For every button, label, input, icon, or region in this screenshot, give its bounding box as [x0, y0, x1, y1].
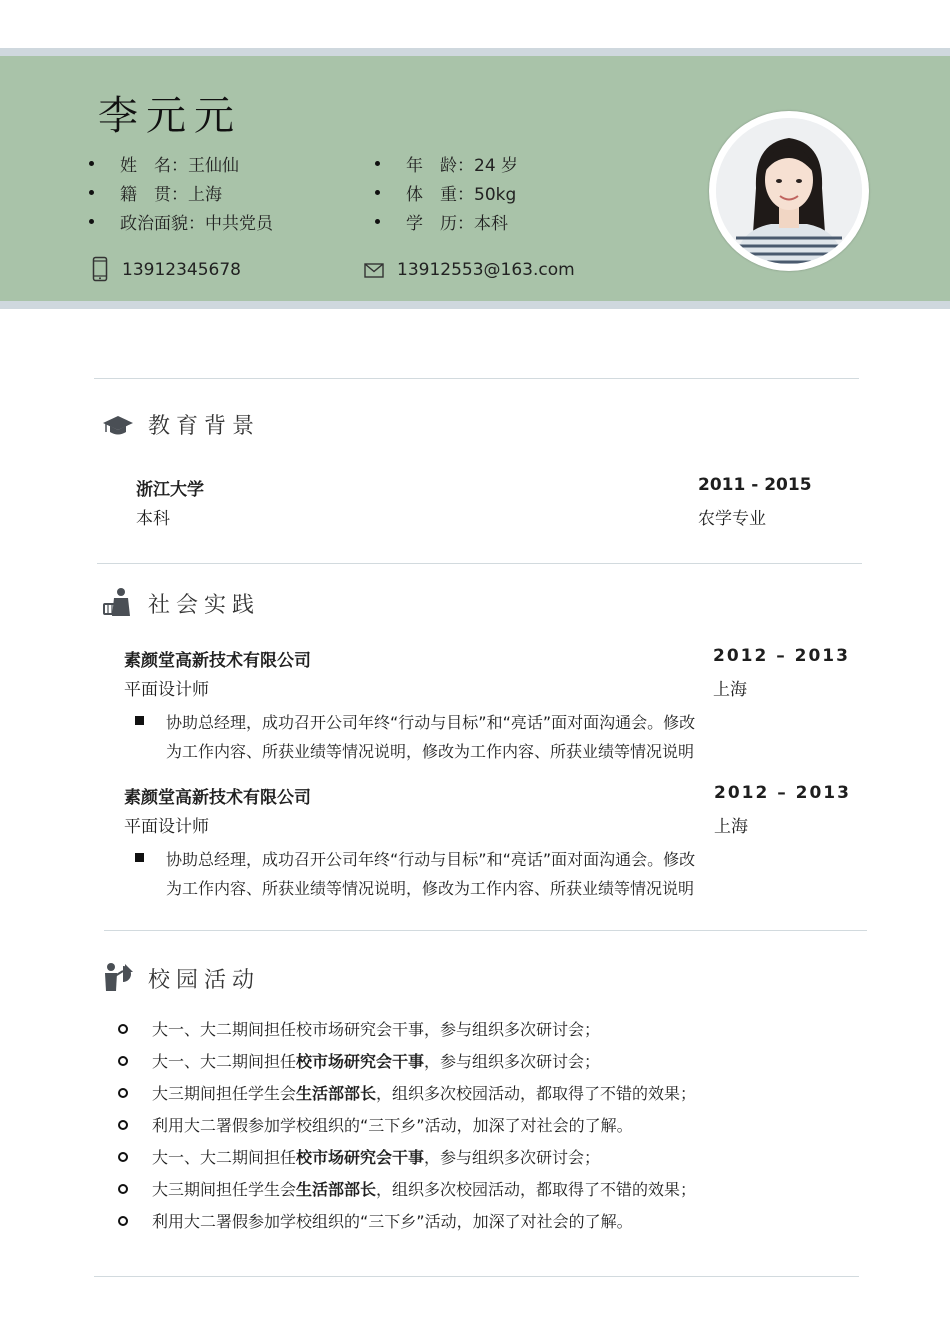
graduation-cap-icon	[103, 410, 133, 440]
ring-bullet	[118, 1024, 128, 1034]
bullet-dot	[375, 219, 380, 224]
ring-bullet	[118, 1088, 128, 1098]
info-label: 姓 名：	[120, 156, 188, 176]
info-label: 年 龄：	[406, 156, 474, 176]
job-desc-line: 协助总经理，成功召开公司年终“行动与目标”和“亮话”面对面沟通会。修改	[166, 713, 696, 732]
profile-photo	[716, 118, 862, 264]
ring-bullet	[118, 1216, 128, 1226]
section-divider	[94, 378, 859, 379]
ring-bullet	[118, 1152, 128, 1162]
list-item: 大一、大二期间担任校市场研究会干事，参与组织多次研讨会；	[118, 1144, 858, 1168]
degree: 本科	[136, 509, 170, 529]
worker-icon	[103, 587, 133, 617]
ring-bullet	[118, 1056, 128, 1066]
ring-bullet	[118, 1184, 128, 1194]
square-bullet	[135, 853, 144, 862]
ring-bullet	[118, 1120, 128, 1130]
phone-icon	[92, 256, 108, 282]
company-name: 素颜堂高新技术有限公司	[124, 788, 311, 808]
school-name: 浙江大学	[136, 480, 204, 500]
list-item: 大三期间担任学生会生活部部长，组织多次校园活动，都取得了不错的效果；	[118, 1176, 858, 1200]
job-desc-line: 协助总经理，成功召开公司年终“行动与目标”和“亮话”面对面沟通会。修改	[166, 850, 696, 869]
bullet-dot	[89, 219, 94, 224]
job-desc-line: 为工作内容、所获业绩等情况说明，修改为工作内容、所获业绩等情况说明	[166, 742, 695, 761]
list-item: 利用大二署假参加学校组织的“三下乡”活动，加深了对社会的了解。	[118, 1208, 858, 1232]
resume-name: 李元元	[98, 93, 242, 139]
bullet-dot	[375, 161, 380, 166]
company-name: 素颜堂高新技术有限公司	[124, 651, 311, 671]
square-bullet	[135, 716, 144, 725]
info-label: 学 历：	[406, 214, 474, 234]
list-item: 大一、大二期间担任校市场研究会干事，参与组织多次研讨会；	[118, 1048, 858, 1072]
list-item: 大三期间担任学生会生活部部长，组织多次校园活动，都取得了不错的效果；	[118, 1080, 858, 1104]
practice-years: 2012 – 2013	[713, 646, 850, 666]
practice-years: 2012 – 2013	[714, 783, 851, 803]
phone-number[interactable]: 13912345678	[122, 260, 241, 280]
info-value: 王仙仙	[188, 156, 239, 176]
list-item: 利用大二署假参加学校组织的“三下乡”活动，加深了对社会的了解。	[118, 1112, 858, 1136]
section-title-campus: 校园活动	[148, 968, 261, 993]
info-value: 50kg	[474, 185, 517, 205]
job-location: 上海	[714, 817, 748, 837]
email-address[interactable]: 13912553@163.com	[397, 260, 575, 280]
bullet-dot	[375, 190, 380, 195]
info-label: 体 重：	[406, 185, 474, 205]
info-value: 上海	[188, 185, 222, 205]
job-desc-line: 为工作内容、所获业绩等情况说明，修改为工作内容、所获业绩等情况说明	[166, 879, 695, 898]
bullet-dot	[89, 190, 94, 195]
job-role: 平面设计师	[124, 817, 209, 837]
info-value: 中共党员	[205, 214, 273, 234]
info-label: 籍 贯：	[120, 185, 188, 205]
job-location: 上海	[713, 680, 747, 700]
major: 农学专业	[698, 509, 766, 529]
info-label: 政治面貌：	[120, 214, 205, 234]
bullet-dot	[89, 161, 94, 166]
education-years: 2011 - 2015	[698, 475, 812, 495]
job-role: 平面设计师	[124, 680, 209, 700]
list-item: 大一、大二期间担任校市场研究会干事，参与组织多次研讨会；	[118, 1016, 858, 1040]
info-value: 24 岁	[474, 156, 519, 176]
header-band-top-edge	[0, 48, 950, 56]
section-divider	[104, 930, 867, 931]
section-divider	[97, 563, 862, 564]
header-band-bottom-edge	[0, 301, 950, 309]
section-divider	[94, 1276, 859, 1277]
section-title-practice: 社会实践	[148, 593, 261, 618]
presenter-icon	[103, 962, 133, 992]
mail-icon	[364, 263, 384, 278]
section-title-education: 教育背景	[148, 414, 261, 439]
info-value: 本科	[474, 214, 508, 234]
